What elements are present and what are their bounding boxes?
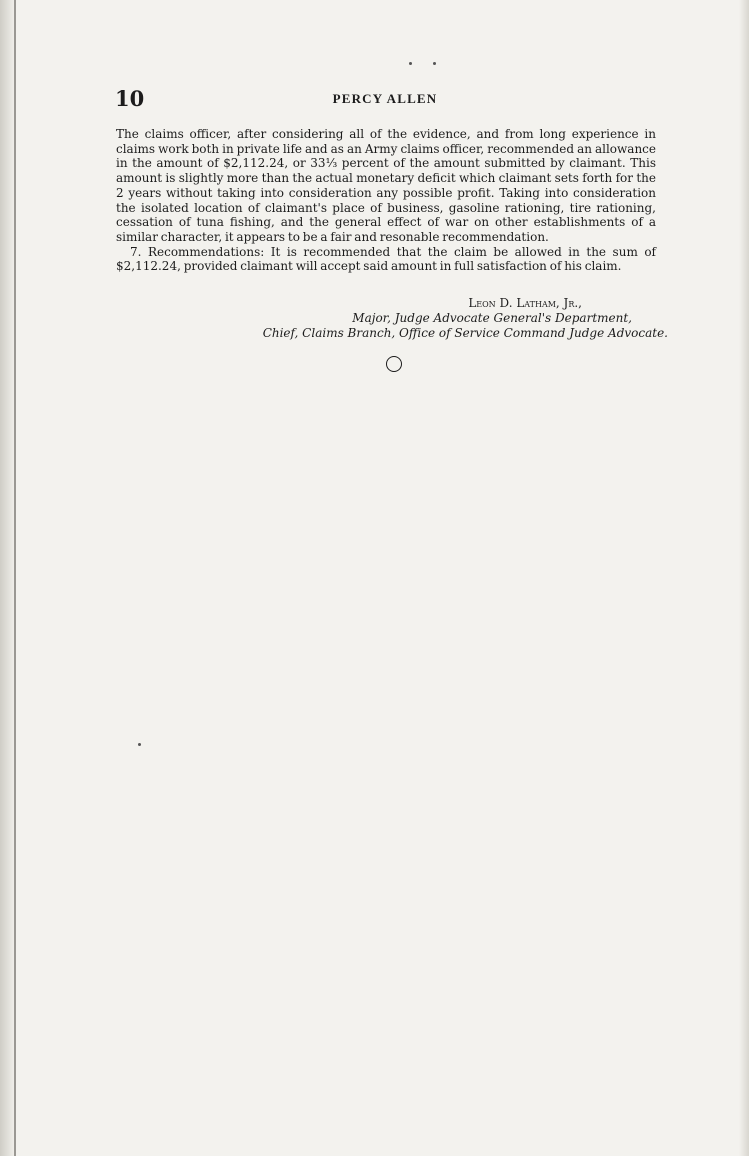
print-speck [138, 743, 141, 746]
print-speck [409, 62, 412, 65]
running-head: PERCY ALLEN [332, 91, 438, 106]
page-edge-left [0, 0, 14, 1156]
paragraph-claims-officer: The claims officer, after considering all of the evidence, and from long experience in claims work both in private life and as an Army claims officer, recommended an allowance in the amount of $2,112.24, or 33⅓ percent of the amount submitted by claimant. This amount is slightly more than the actual monetary deficit which claimant sets forth for the 2 years without taking into consideration any possible profit. Taking into consideration the isolated location of claimant's place of business, gasoline rationing, tire rationing, cessation of tuna fishing, and the general effect of war on other establishments of a similar character, it appears to be a fair and resonable recommendation. [116, 127, 656, 244]
end-of-document-circle-icon [386, 356, 402, 372]
page-edge-right [739, 0, 749, 1156]
page-header [115, 86, 655, 116]
print-speck [433, 62, 436, 65]
page-number: 10 [115, 86, 145, 111]
paragraph-recommendations: 7. Recommendations: It is recommended that the claim be allowed in the sum of $2,112.24, provided claimant will accept said amount in full satisfaction of his claim. [116, 244, 656, 274]
signer-name: Leon D. Latham, Jr., [468, 296, 582, 310]
signature-block [120, 296, 668, 341]
page-binding-rule [14, 0, 16, 1156]
body-text [116, 127, 656, 274]
signer-title: Major, Judge Advocate General's Department, [352, 311, 632, 325]
signer-office: Chief, Claims Branch, Office of Service Command Judge Advocate. [262, 326, 668, 340]
